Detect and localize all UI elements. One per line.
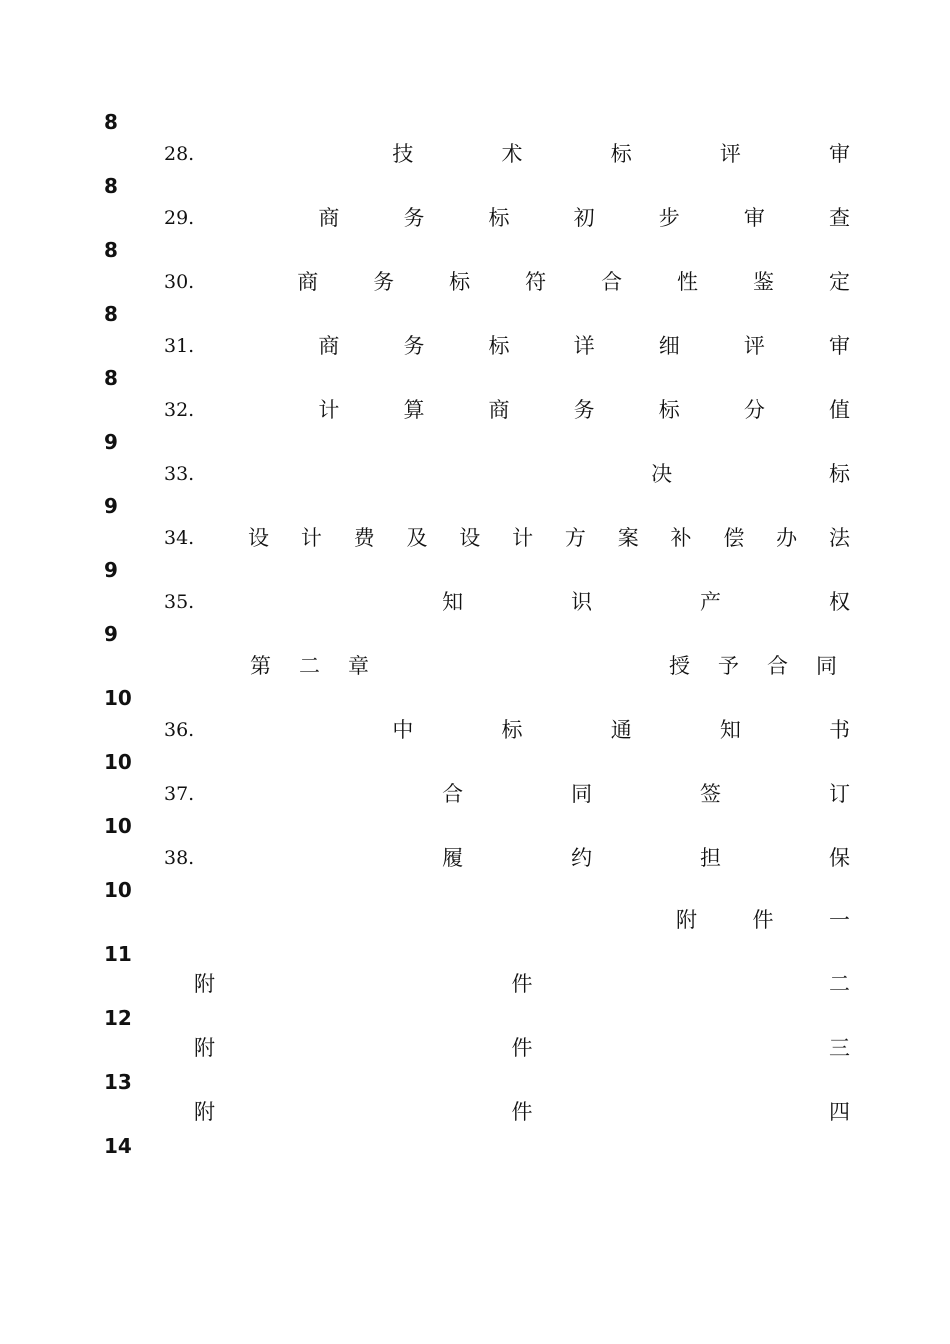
entry-char: 中: [392, 718, 414, 742]
entry-char: 第: [250, 654, 271, 678]
entry-char: 书: [829, 718, 850, 742]
entry-char: 步: [658, 206, 680, 230]
entry-char: 件: [511, 972, 533, 996]
entry-char: 权: [828, 590, 850, 614]
toc-entry[interactable]: [164, 396, 850, 424]
entry-char: 符: [525, 270, 547, 294]
entry-char: 标: [449, 270, 471, 294]
entry-char: 合: [601, 270, 623, 294]
entry-char: 细: [658, 334, 680, 358]
entry-char: 附: [194, 1036, 215, 1060]
page-number: 10: [104, 878, 132, 902]
entry-char: 附: [194, 972, 215, 996]
entry-char: 合: [442, 782, 464, 806]
page-number: 12: [104, 1006, 132, 1030]
entry-char: 技: [392, 142, 414, 166]
entry-char: 标: [829, 462, 850, 486]
entry-char: 审: [829, 142, 850, 166]
entry-char: 术: [501, 142, 523, 166]
entry-char: 商: [318, 334, 340, 358]
entry-char: 附: [676, 908, 697, 932]
page-number: 14: [104, 1134, 132, 1158]
entry-char: 详: [573, 334, 595, 358]
toc-entry[interactable]: [164, 716, 850, 744]
toc-entry[interactable]: [164, 268, 850, 296]
entry-char: 务: [573, 398, 595, 422]
entry-char: 设: [248, 526, 270, 550]
page-number: 9: [104, 558, 118, 582]
entry-number: 33.: [164, 463, 195, 485]
entry-char: 计: [300, 526, 322, 550]
entry-char: 办: [776, 526, 798, 550]
entry-number: 37.: [164, 783, 195, 805]
entry-char: 计: [512, 526, 534, 550]
page-number: 8: [104, 174, 118, 198]
entry-char: 标: [488, 334, 510, 358]
entry-char: 案: [617, 526, 639, 550]
entry-char: 务: [403, 206, 425, 230]
entry-char: 件: [752, 908, 774, 932]
toc-appendix[interactable]: [194, 970, 850, 998]
entry-char: 件: [511, 1036, 533, 1060]
entry-char: 商: [318, 206, 340, 230]
toc-appendix[interactable]: [194, 1098, 850, 1126]
entry-char: 订: [828, 782, 850, 806]
entry-char: 同: [571, 782, 593, 806]
page-number: 10: [104, 750, 132, 774]
entry-char: 予: [718, 654, 739, 678]
entry-char: 补: [670, 526, 692, 550]
toc-entry[interactable]: [164, 780, 850, 808]
page-number: 11: [104, 942, 132, 966]
entry-char: 审: [743, 206, 765, 230]
entry-number: 30.: [164, 271, 195, 293]
toc-entry[interactable]: [164, 332, 850, 360]
entry-number: 35.: [164, 591, 195, 613]
entry-char: 知: [442, 590, 464, 614]
page-number: 8: [104, 302, 118, 326]
toc-appendix[interactable]: [194, 1034, 850, 1062]
entry-char: 计: [318, 398, 340, 422]
entry-number: 34.: [164, 527, 195, 549]
entry-char: 履: [442, 846, 464, 870]
entry-char: 附: [194, 1100, 215, 1124]
entry-char: 分: [743, 398, 765, 422]
entry-number: 32.: [164, 399, 195, 421]
entry-char: 性: [677, 270, 699, 294]
entry-char: 二: [829, 972, 850, 996]
entry-char: 担: [700, 846, 722, 870]
entry-char: 一: [829, 908, 850, 932]
toc-entry[interactable]: [164, 588, 850, 616]
toc-entry[interactable]: [164, 140, 850, 168]
entry-char: 费: [353, 526, 375, 550]
page-number: 9: [104, 430, 118, 454]
entry-char: 件: [511, 1100, 533, 1124]
entry-number: 29.: [164, 207, 195, 229]
entry-char: 定: [828, 270, 850, 294]
entry-char: 识: [571, 590, 593, 614]
entry-char: 三: [829, 1036, 850, 1060]
toc-entry[interactable]: [164, 460, 850, 488]
entry-number: 28.: [164, 143, 195, 165]
entry-char: 合: [767, 654, 788, 678]
entry-char: 保: [828, 846, 850, 870]
entry-number: 31.: [164, 335, 195, 357]
entry-char: 评: [743, 334, 765, 358]
entry-char: 商: [488, 398, 510, 422]
entry-char: 签: [700, 782, 722, 806]
entry-char: 标: [501, 718, 523, 742]
entry-number: 36.: [164, 719, 195, 741]
entry-char: 鉴: [753, 270, 774, 294]
toc-entry[interactable]: [164, 204, 850, 232]
page-number: 13: [104, 1070, 132, 1094]
entry-char: 产: [700, 590, 722, 614]
entry-char: 同: [816, 654, 837, 678]
toc-appendix[interactable]: [676, 906, 850, 934]
entry-char: 决: [651, 462, 673, 486]
entry-char: 方: [564, 526, 586, 550]
entry-char: 算: [403, 398, 425, 422]
entry-char: 偿: [723, 526, 745, 550]
entry-char: 法: [828, 526, 850, 550]
entry-char: 标: [658, 398, 680, 422]
entry-char: 查: [828, 206, 850, 230]
page-number: 10: [104, 686, 132, 710]
entry-number: 38.: [164, 847, 195, 869]
entry-char: 通: [610, 718, 632, 742]
entry-char: 务: [403, 334, 425, 358]
entry-char: 二: [299, 654, 320, 678]
entry-char: 四: [829, 1100, 850, 1124]
entry-char: 及: [406, 526, 428, 550]
page-number: 10: [104, 814, 132, 838]
entry-char: 务: [373, 270, 395, 294]
entry-char: 商: [297, 270, 319, 294]
entry-char: 标: [610, 142, 632, 166]
entry-char: 设: [459, 526, 481, 550]
toc-chapter-heading[interactable]: [250, 652, 850, 680]
entry-char: 值: [828, 398, 850, 422]
entry-char: 审: [828, 334, 850, 358]
toc-entry[interactable]: [164, 524, 850, 552]
page-number: 8: [104, 366, 118, 390]
entry-char: 评: [719, 142, 741, 166]
page-number: 8: [104, 238, 118, 262]
entry-char: 授: [669, 654, 690, 678]
entry-char: 知: [719, 718, 741, 742]
page-number: 8: [104, 110, 118, 134]
page-number: 9: [104, 494, 118, 518]
toc-entry[interactable]: [164, 844, 850, 872]
page-number: 9: [104, 622, 118, 646]
entry-char: 标: [488, 206, 510, 230]
entry-char: 约: [571, 846, 593, 870]
entry-char: 章: [348, 654, 369, 678]
entry-char: 初: [573, 206, 595, 230]
